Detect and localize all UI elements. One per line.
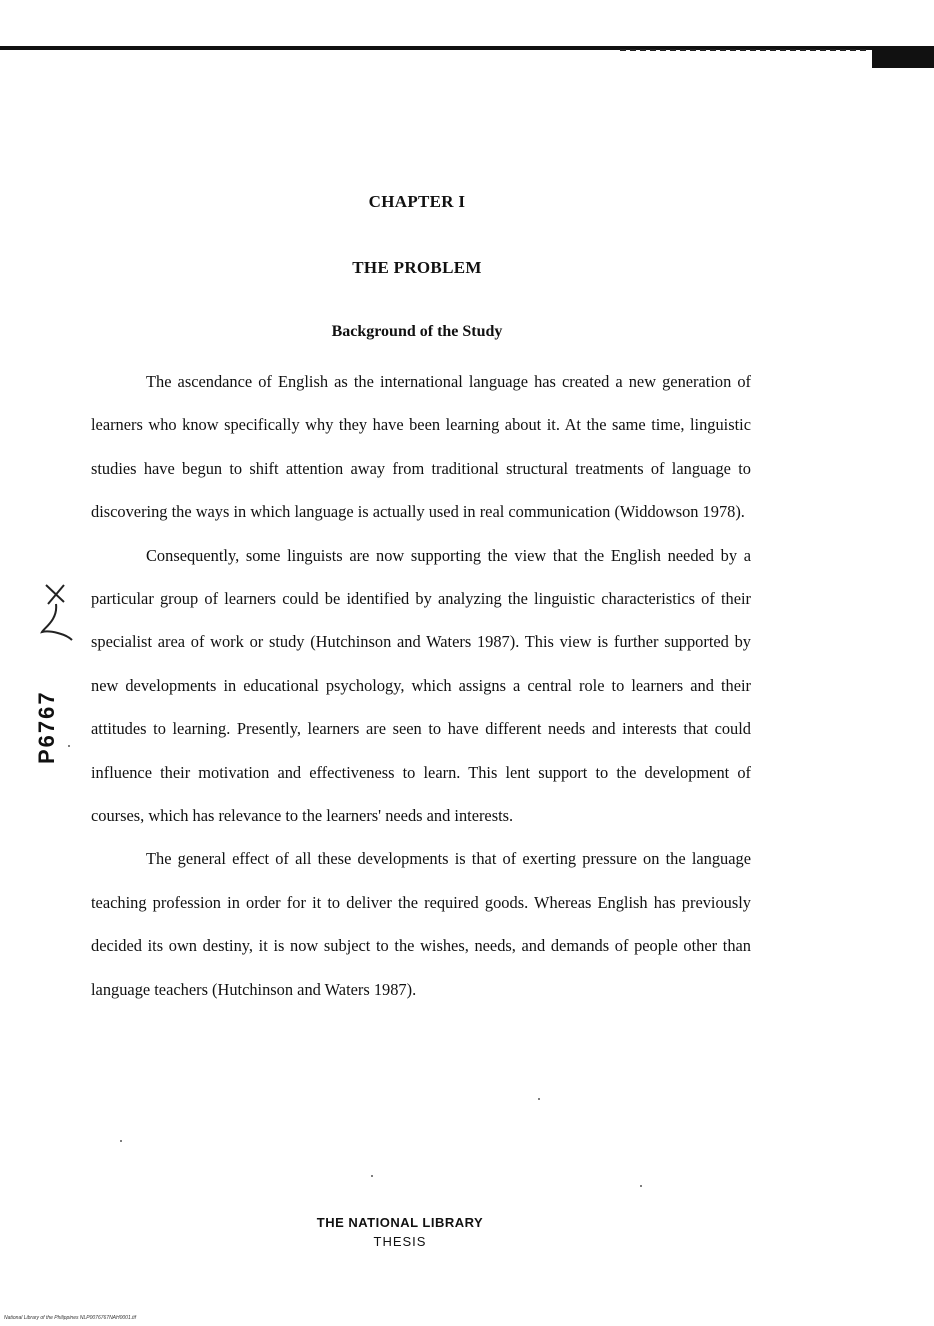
library-stamp-line1: THE NATIONAL LIBRARY [316,1215,484,1230]
paragraph-3: The general effect of all these developments is that of exerting pressure on the language teaching profession in order for it to deliver the required goods. Whereas English has previously decided its own destiny, it is now subject to the wishes, needs, and demands of people other than language teachers (Hutchinson and Waters 1987). [91,849,751,999]
library-stamp [250,1213,550,1251]
scan-footer: National Library of the Philippines NLP0076767NAH0001.tif [4,1315,137,1321]
scan-speck [68,745,70,747]
library-stamp-line2: THESIS [373,1234,427,1249]
scan-speck [371,1175,373,1177]
corner-scan-block [872,46,934,68]
chapter-title: THE PROBLEM [352,258,482,277]
accession-number-stamp: P6767 [34,690,59,764]
scan-speck [538,1098,540,1100]
section-heading: Background of the Study [331,323,503,340]
paragraph-1: The ascendance of English as the international language has created a new generation of learners who know specifically why they have been learning about it. At the same time, linguistic studies have begun to shift attention away from traditional structural treatments of language to discovering the ways in which language is actually used in real communication (Widdowson 1978). [91,372,751,522]
scan-speck [120,1140,122,1142]
handwritten-mark-icon [36,580,76,650]
top-border-fade [620,49,870,51]
body-text [91,360,751,1011]
paragraph-2: Consequently, some linguists are now supporting the view that the English needed by a particular group of learners could be identified by analyzing the linguistic characteristics of their specialist area of work or study (Hutchinson and Waters 1987). This view is further supported by new developments in educational psychology, which assigns a central role to learners and their attitudes to learning. Presently, learners are seen to have different needs and interests that could influence their motivation and effectiveness to learn. This lent support to the development of courses, which has relevance to the learners' needs and interests. [91,545,751,826]
chapter-heading: CHAPTER I [368,192,466,211]
scan-speck [640,1185,642,1187]
